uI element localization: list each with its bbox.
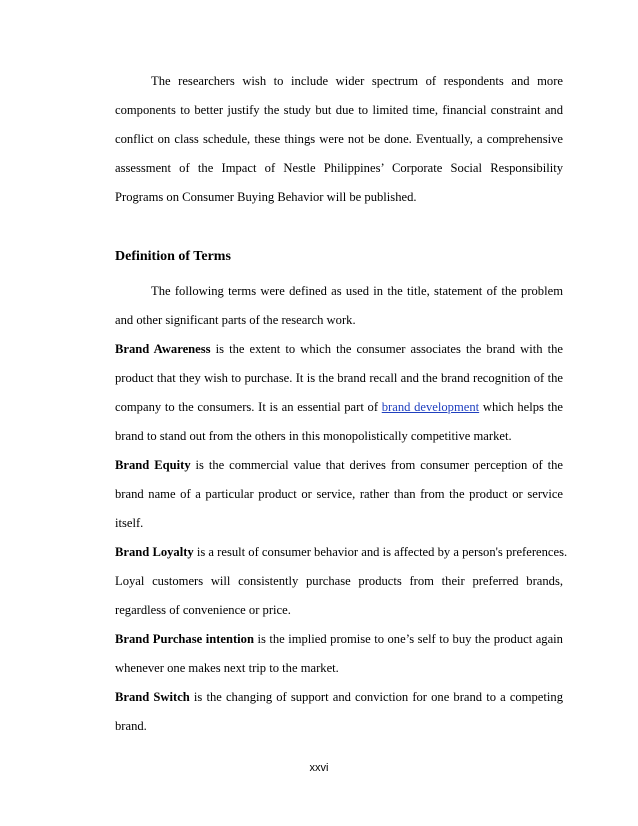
- intro-line-5: Programs on Consumer Buying Behavior will be published.: [115, 190, 417, 204]
- awareness-line-3: [115, 399, 563, 415]
- intro-line-3: conflict on class schedule, these things were not be done. Eventually, a comprehensive: [115, 132, 563, 146]
- loyalty-line-3: regardless of convenience or price.: [115, 603, 291, 617]
- loyalty-text-1: is a result of consumer behavior and is affected by a person's preferences.: [193, 545, 568, 559]
- switch-text-1: is the changing of support and conviction for one brand to a competing: [189, 690, 563, 704]
- awareness-text-3a: company to the consumers. It is an essential part of: [115, 400, 382, 414]
- term-brand-switch: Brand Switch: [115, 690, 190, 704]
- term-brand-awareness: Brand Awareness: [115, 342, 211, 356]
- defs-intro-line-2: and other significant parts of the research work.: [115, 313, 356, 327]
- purchase-line-1: [115, 631, 563, 647]
- awareness-text-1: is the extent to which the consumer associates the brand with the: [210, 342, 563, 356]
- equity-line-2: brand name of a particular product or service, rather than from the product or service: [115, 487, 563, 501]
- term-brand-purchase-intention: Brand Purchase intention: [115, 632, 254, 646]
- page-number: xxvi: [309, 762, 329, 774]
- equity-line-1: [115, 457, 563, 473]
- equity-line-3: itself.: [115, 516, 144, 530]
- term-brand-equity: Brand Equity: [115, 458, 191, 472]
- defs-intro-line-1: The following terms were defined as used in the title, statement of the problem: [151, 284, 563, 298]
- awareness-line-4: brand to stand out from the others in this monopolistically competitive market.: [115, 429, 512, 443]
- switch-line-2: brand.: [115, 719, 147, 733]
- switch-line-1: [115, 689, 563, 705]
- brand-development-link[interactable]: brand development: [381, 400, 480, 414]
- intro-line-2: components to better justify the study but due to limited time, financial constraint and: [115, 103, 563, 117]
- equity-text-1: is the commercial value that derives from consumer perception of the: [190, 458, 563, 472]
- loyalty-line-1: [115, 544, 568, 560]
- intro-line-4: assessment of the Impact of Nestle Philippines’ Corporate Social Responsibility: [115, 161, 563, 175]
- section-heading: Definition of Terms: [115, 249, 231, 264]
- purchase-line-2: whenever one makes next trip to the market.: [115, 661, 339, 675]
- awareness-line-2: product that they wish to purchase. It is the brand recall and the brand recognition of the: [115, 371, 563, 385]
- term-brand-loyalty: Brand Loyalty: [115, 545, 194, 559]
- purchase-text-1: is the implied promise to one’s self to buy the product again: [253, 632, 563, 646]
- intro-line-1: The researchers wish to include wider spectrum of respondents and more: [151, 74, 563, 88]
- awareness-text-3b: which helps the: [479, 400, 563, 414]
- loyalty-line-2: Loyal customers will consistently purchase products from their preferred brands,: [115, 574, 563, 588]
- awareness-line-1: [115, 341, 563, 357]
